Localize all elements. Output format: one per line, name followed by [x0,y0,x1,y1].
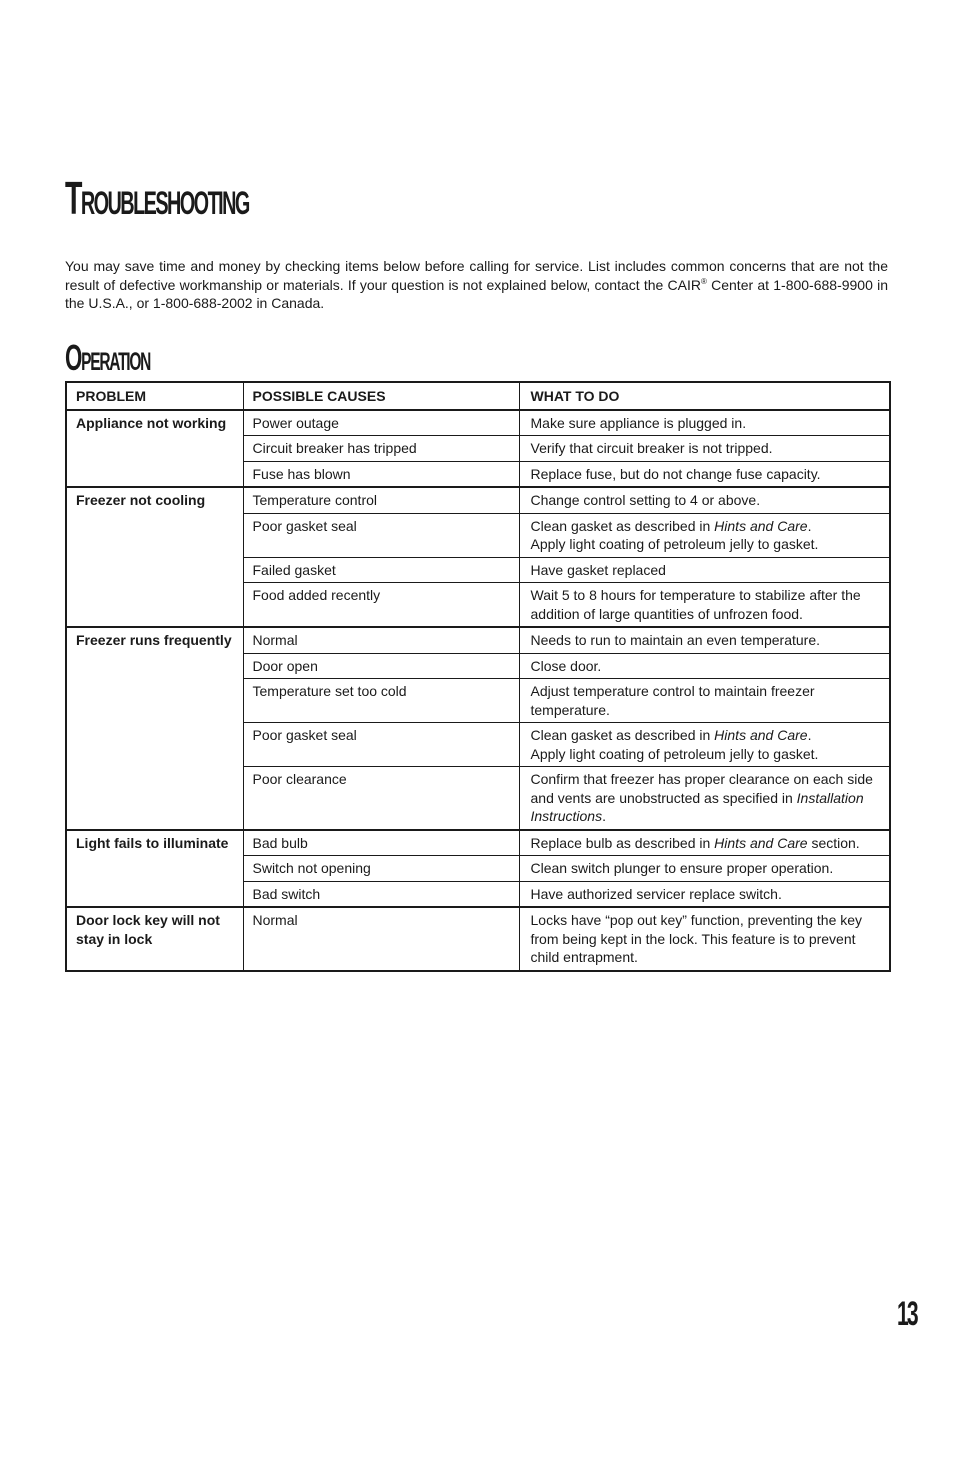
action-text: Locks have “pop out key” function, preventing the key from being kept in the lock. This feature is to prevent child entrapment. [530,912,863,965]
action-text: Close door. [530,657,602,674]
problem-cell: Freezer not cooling [66,487,243,627]
action-text: Make sure appliance is plugged in. [530,414,747,431]
cause-cell: Normal [243,907,519,971]
problem-cell: Door lock key will not stay in lock [66,907,243,971]
action-text: Apply light coating of petroleum jelly to gasket. [530,745,819,762]
problem-cell: Appliance not working [66,410,243,488]
what-to-do-cell [519,410,890,436]
section-title: Operation [65,337,151,378]
page-number: 13 [897,1295,917,1333]
action-text: Clean gasket as described in [530,727,715,743]
action-text: Confirm that freezer has proper clearance on each side and vents are unobstructed as specified in [530,771,873,806]
what-to-do-cell [519,830,890,856]
cause-cell: Bad bulb [243,830,519,856]
cause-cell: Temperature control [243,487,519,513]
cause-cell: Fuse has blown [243,461,519,487]
what-to-do-cell [519,881,890,907]
reference-text: Hints and Care [714,727,808,743]
action-text: . [602,808,606,824]
action-text: Change control setting to 4 or above. [530,492,761,508]
action-text: . [807,727,812,743]
intro-paragraph [65,257,888,313]
action-text: Replace bulb as described in [530,834,715,851]
action-text: Replace fuse, but do not change fuse capacity. [530,465,821,482]
action-text: . [807,517,812,534]
cause-cell: Poor gasket seal [243,723,519,767]
reference-text: Hints and Care [714,834,808,851]
reference-text: Installation Instructions [530,789,864,824]
intro-text: You may save time and money by checking items below before calling for service. List includes common concerns that are not the result of defective workmanship or materials. If your question is not explained below, contact the CAIR [65,258,888,293]
table-row [66,627,890,653]
cause-cell: Temperature set too cold [243,679,519,723]
header-what-to-do: WHAT TO DO [519,382,890,410]
action-text: Clean gasket as described in [530,517,715,534]
what-to-do-cell [519,653,890,679]
page-title: Troubleshooting [65,172,249,224]
what-to-do-cell [519,627,890,653]
cause-cell: Circuit breaker has tripped [243,436,519,462]
problem-cell: Light fails to illuminate [66,830,243,908]
cause-cell: Poor clearance [243,767,519,830]
table-row [66,487,890,513]
what-to-do-cell [519,461,890,487]
problem-cell: Freezer runs frequently [66,627,243,830]
what-to-do-cell [519,856,890,882]
cause-cell: Poor gasket seal [243,513,519,557]
cause-cell: Bad switch [243,881,519,907]
action-text: Clean switch plunger to ensure proper operation. [530,860,834,876]
table-header-row [66,382,890,410]
action-text: Apply light coating of petroleum jelly to gasket. [530,536,819,552]
what-to-do-cell [519,557,890,583]
cause-cell: Power outage [243,410,519,436]
action-text: Have gasket replaced [530,561,666,578]
table-row [66,830,890,856]
what-to-do-cell [519,723,890,767]
what-to-do-cell [519,487,890,513]
what-to-do-cell [519,907,890,971]
what-to-do-cell [519,767,890,830]
cause-cell: Normal [243,627,519,653]
what-to-do-cell [519,583,890,628]
table-row [66,907,890,971]
action-text: section. [807,834,860,851]
table-body [66,410,890,971]
header-possible-causes: POSSIBLE CAUSES [243,382,519,410]
action-text: Wait 5 to 8 hours for temperature to stabilize after the addition of large quantities of unfrozen food. [530,587,861,622]
what-to-do-cell [519,436,890,462]
header-problem: PROBLEM [66,382,243,410]
action-text: Have authorized servicer replace switch. [530,885,782,902]
action-text: Adjust temperature control to maintain freezer temperature. [530,683,815,718]
registered-mark: ® [701,276,707,286]
what-to-do-cell [519,513,890,557]
table-row [66,410,890,436]
cause-cell: Door open [243,653,519,679]
reference-text: Hints and Care [714,517,808,534]
cause-cell: Failed gasket [243,557,519,583]
intro-contact-text: Center at 1-800-688-9900 in the U.S.A., or 1-800-688-2002 in Canada. [65,276,888,311]
action-text: Needs to run to maintain an even temperature. [530,632,821,648]
cause-cell: Food added recently [243,583,519,628]
action-text: Verify that circuit breaker is not tripped. [530,440,773,456]
what-to-do-cell [519,679,890,723]
troubleshooting-table [65,381,891,972]
cause-cell: Switch not opening [243,856,519,882]
